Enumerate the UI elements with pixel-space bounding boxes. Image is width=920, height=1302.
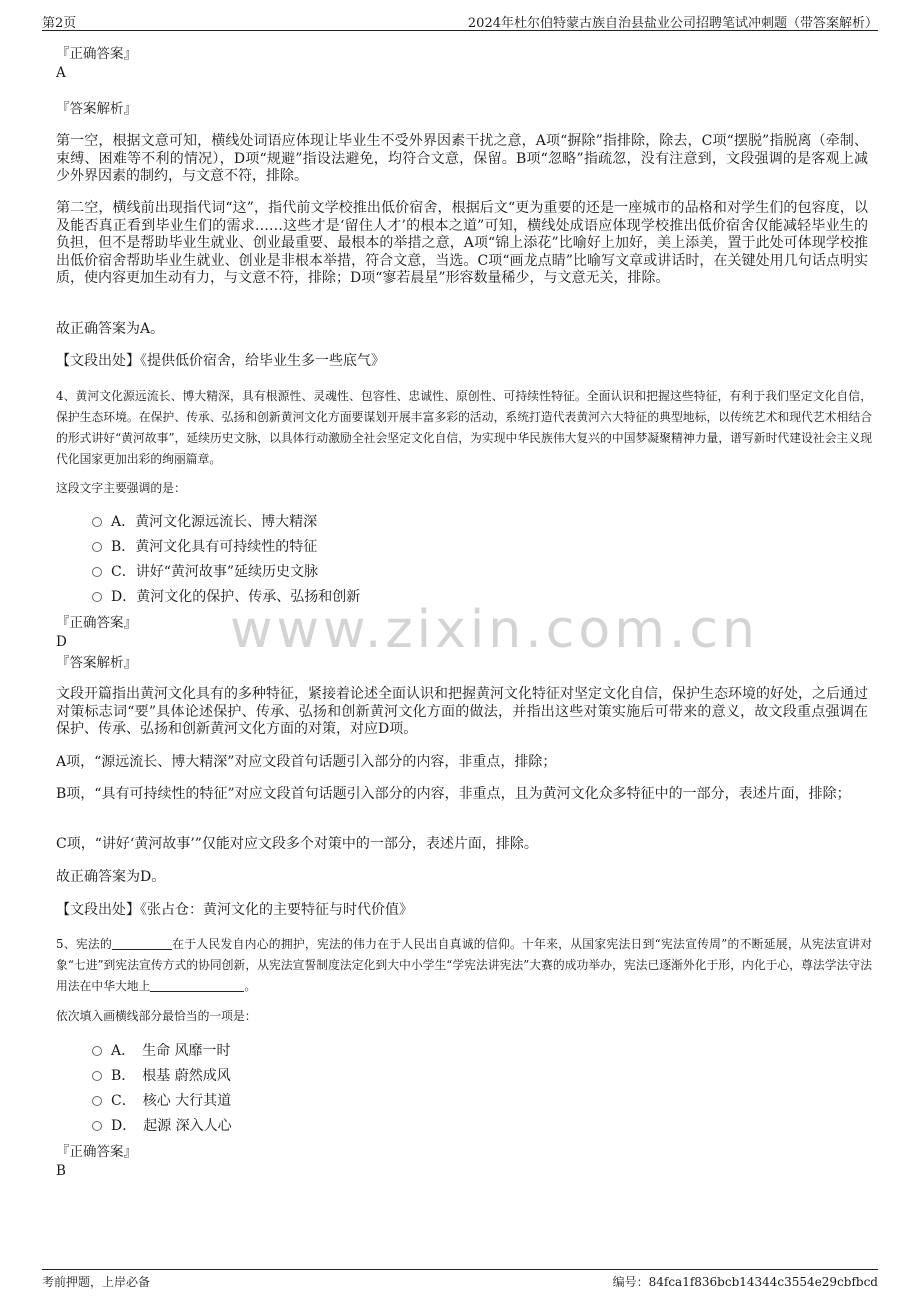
q3-answer: A xyxy=(56,65,66,81)
q3-answer-label: 『正确答案』 xyxy=(56,46,137,62)
q4-analysis-option-c: C项，“讲好‘黄河故事’”仅能对应文段多个对策中的一部分，表述片面，排除。 xyxy=(56,836,538,852)
q4-option-b[interactable]: B．黄河文化具有可持续性的特征 xyxy=(92,538,317,556)
fill-blank-2 xyxy=(150,980,244,992)
radio-icon[interactable] xyxy=(92,592,102,602)
radio-icon[interactable] xyxy=(92,1071,102,1081)
q4-option-a[interactable]: A．黄河文化源远流长、博大精深 xyxy=(92,513,317,531)
radio-icon[interactable] xyxy=(92,1121,102,1131)
radio-icon[interactable] xyxy=(92,1046,102,1056)
q4-stem: 4、黄河文化源远流长、博大精深，具有根源性、灵魂性、包容性、忠诚性、原创性、可持续性特征。全面认识和把握这些特征，有利于我们坚定文化自信，保护生态环境。在保护、传承、弘扬和创新黄河文化方面要谋划开展丰富多彩的活动，系统打造代表黄河六大特征的典型地标，以传统艺术和现代艺术相结合的形式讲好“黄河故事”，延续历史文脉，以具体行动激励全社会坚定文化自信，为实现中华民族伟大复兴的中国梦凝聚精神力量，谱写新时代建设社会主义现代化国家更加出彩的绚丽篇章。 xyxy=(56,389,872,466)
fill-blank-1 xyxy=(112,938,172,950)
q5-answer: B xyxy=(56,1163,66,1179)
page-number: 第2页 xyxy=(42,16,77,31)
q4-answer-label: 『正确答案』 xyxy=(56,615,137,631)
document-code: 编号：84fca1f836bcb14344c3554e29cbfbcd xyxy=(612,1275,878,1289)
q3-source: 【文段出处】《提供低价宿舍，给毕业生多一些底气》 xyxy=(56,353,385,369)
q3-analysis-paragraph-1: 第一空，根据文意可知，横线处词语应体现让毕业生不受外界因素干扰之意，A项“摒除”指排除，除去，C项“摆脱”指脱离（牵制、束缚、困难等不利的情况），D项“规避”指设法避免，均符合文意，保留。B项“忽略”指疏忽，没有注意到，文段强调的是客观上减少外界因素的制约，与文意不符，排除。 xyxy=(56,133,868,184)
q3-conclusion: 故正确答案为A。 xyxy=(56,321,165,337)
watermark: www.zixin.com.cn xyxy=(230,600,759,660)
q4-analysis-paragraph-1: 文段开篇指出黄河文化具有的多种特征，紧接着论述全面认识和把握黄河文化特征对坚定文化自信，保护生态环境的好处，之后通过对策标志词“要”具体论述保护、传承、弘扬和创新黄河文化方面的做法，并指出这些对策实施后可带来的意义，故文段重点强调在保护、传承、弘扬和创新黄河文化方面的对策，对应D项。 xyxy=(56,686,868,737)
q3-analysis-label: 『答案解析』 xyxy=(56,101,137,117)
radio-icon[interactable] xyxy=(92,567,102,577)
q4-source: 【文段出处】《张占仓：黄河文化的主要特征与时代价值》 xyxy=(56,902,413,918)
radio-icon[interactable] xyxy=(92,517,102,527)
q4-analysis-option-b: B项，“具有可持续性的特征”对应文段首句话题引入部分的内容，非重点，且为黄河文化众多特征中的一部分，表述片面，排除； xyxy=(56,786,851,802)
q5-stem: 5、宪法的 在于人民发自内心的拥护，宪法的伟力在于人民出自真诚的信仰。十年来，从国家宪法日到“宪法宣传周”的不断延展，从宪法宣讲对象“七进”到宪法宣传方式的协同创新，从宪法宣誓制度法定化到大中小学生“学宪法讲宪法”大赛的成功举办，宪法已逐渐外化于形，内化于心，尊法学法守法用法在中华大地上 。 xyxy=(56,937,872,993)
q4-analysis-label: 『答案解析』 xyxy=(56,655,137,671)
footer-slogan: 考前押题，上岸必备 xyxy=(42,1275,151,1289)
q5-option-d[interactable]: D． 起源 深入人心 xyxy=(92,1117,232,1135)
q4-option-d[interactable]: D．黄河文化的保护、传承、弘扬和创新 xyxy=(92,588,360,606)
q3-analysis-paragraph-2: 第二空，横线前出现指代词“这”，指代前文学校推出低价宿舍，根据后文“更为重要的还是一座城市的品格和对学生们的包容度，以及能否真正看到毕业生们的需求……这些才是‘留住人才’的根本之道”可知，横线处成语应体现学校推出低价宿舍仅能减轻毕业生的负担，但不是帮助毕业生就业、创业最重要、最根本的举措之意，A项“锦上添花”比喻好上加好，美上添美，置于此处可体现学校推出低价宿舍帮助毕业生就业、创业是非根本举措，符合文意，当选。C项“画龙点睛”比喻写文章或讲话时，在关键处用几句话点明实质，使内容更加生动有力，与文意不符，排除；D项“寥若晨星”形容数量稀少，与文意无关，排除。 xyxy=(56,200,868,286)
q4-answer: D xyxy=(56,634,67,650)
q5-answer-label: 『正确答案』 xyxy=(56,1144,137,1160)
q5-option-c[interactable]: C． 核心 大行其道 xyxy=(92,1092,231,1110)
page-header xyxy=(42,12,878,30)
radio-icon[interactable] xyxy=(92,1096,102,1106)
q5-option-b[interactable]: B． 根基 蔚然成风 xyxy=(92,1067,231,1085)
q5-ask: 依次填入画横线部分最恰当的一项是： xyxy=(56,1009,257,1023)
q4-conclusion: 故正确答案为D。 xyxy=(56,869,166,885)
header-divider xyxy=(42,30,878,31)
q4-ask: 这段文字主要强调的是： xyxy=(56,481,186,495)
q4-analysis-option-a: A项，“源远流长、博大精深”对应文段首句话题引入部分的内容，非重点，排除； xyxy=(56,754,557,770)
radio-icon[interactable] xyxy=(92,542,102,552)
footer-divider xyxy=(42,1269,878,1270)
q4-option-c[interactable]: C．讲好“黄河故事”延续历史文脉 xyxy=(92,563,318,581)
q5-option-a[interactable]: A． 生命 风靡一时 xyxy=(92,1042,231,1060)
document-title: 2024年杜尔伯特蒙古族自治县盐业公司招聘笔试冲刺题（带答案解析） xyxy=(467,16,878,31)
